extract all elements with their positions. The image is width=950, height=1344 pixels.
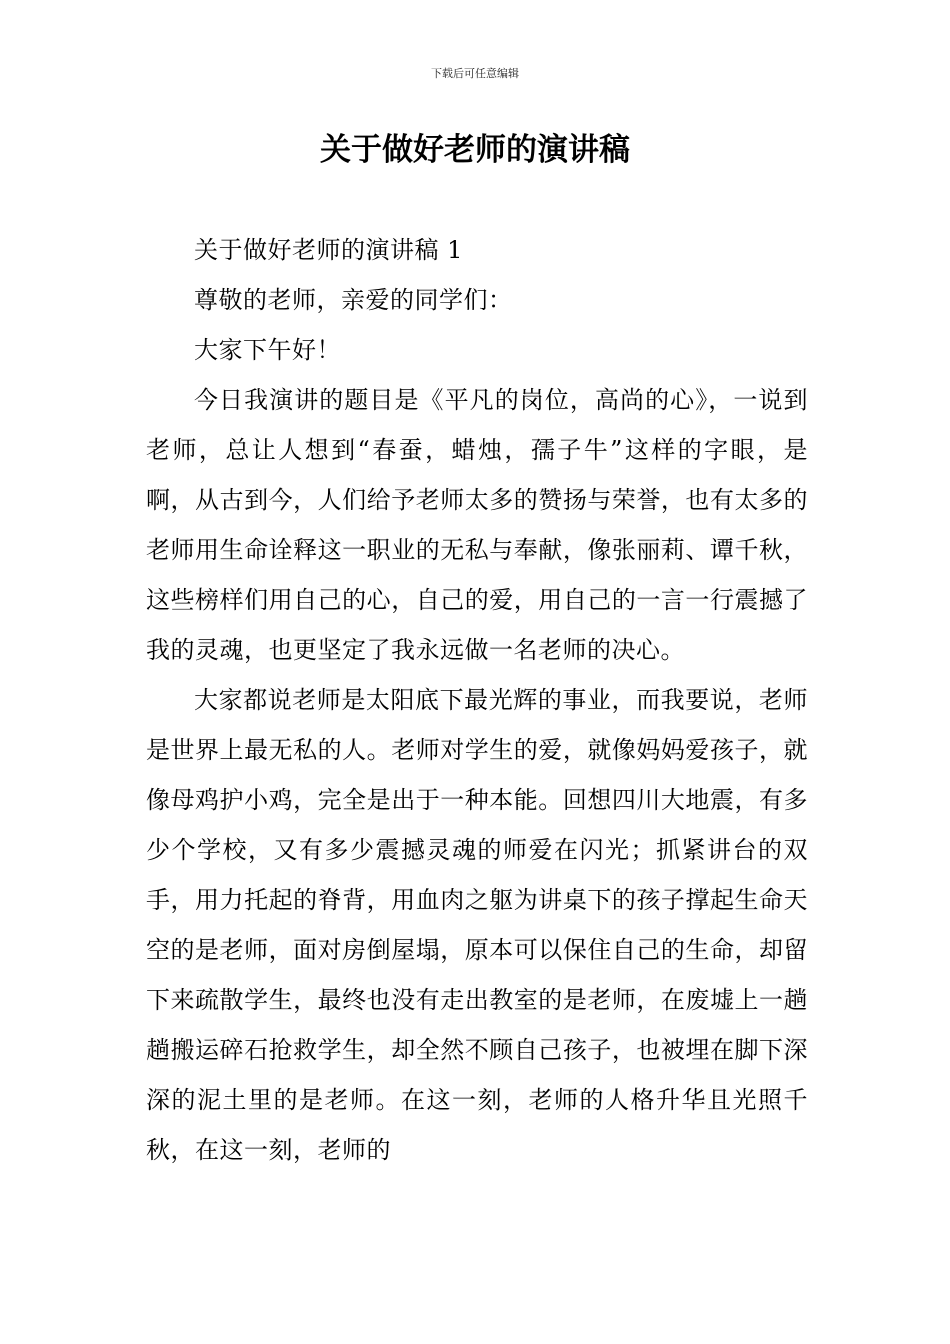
document-title: 关于做好老师的演讲稿 <box>320 132 630 168</box>
paragraph-body: 今日我演讲的题目是《平凡的岗位，高尚的心》，一说到老师，总让人想到“春蚕，蜡烛，孺子牛”这样的字眼，是啊，从古到今，人们给予老师太多的赞扬与荣誉，也有太多的老师用生命诠释这一职业的无私与奉献，像张丽莉、谭千秋，这些榜样们用自己的心，自己的爱，用自己的一言一行震撼了我的灵魂，也更坚定了我永远做一名老师的决心。 <box>146 386 808 664</box>
paragraph-greeting: 大家下午好！ <box>194 336 341 364</box>
document-body <box>146 225 808 1175</box>
header-note: 下载后可任意编辑 <box>431 67 519 80</box>
paragraph-body: 大家都说老师是太阳底下最光辉的事业，而我要说，老师是世界上最无私的人。老师对学生的爱，就像妈妈爱孩子，就像母鸡护小鸡，完全是出于一种本能。回想四川大地震，有多少个学校，又有多少震撼灵魂的师爱在闪光；抓紧讲台的双手，用力托起的脊背，用血肉之躯为讲桌下的孩子撑起生命天空的是老师，面对房倒屋塌，原本可以保住自己的生命，却留下来疏散学生，最终也没有走出教室的是老师，在废墟上一趟趟搬运碎石抢救学生，却全然不顾自己孩子，也被埋在脚下深深的泥土里的是老师。在这一刻，老师的人格升华且光照千秋，在这一刻，老师的 <box>146 686 808 1164</box>
paragraph-salutation: 尊敬的老师，亲爱的同学们： <box>194 286 513 314</box>
paragraph-heading: 关于做好老师的演讲稿 1 <box>194 236 463 264</box>
